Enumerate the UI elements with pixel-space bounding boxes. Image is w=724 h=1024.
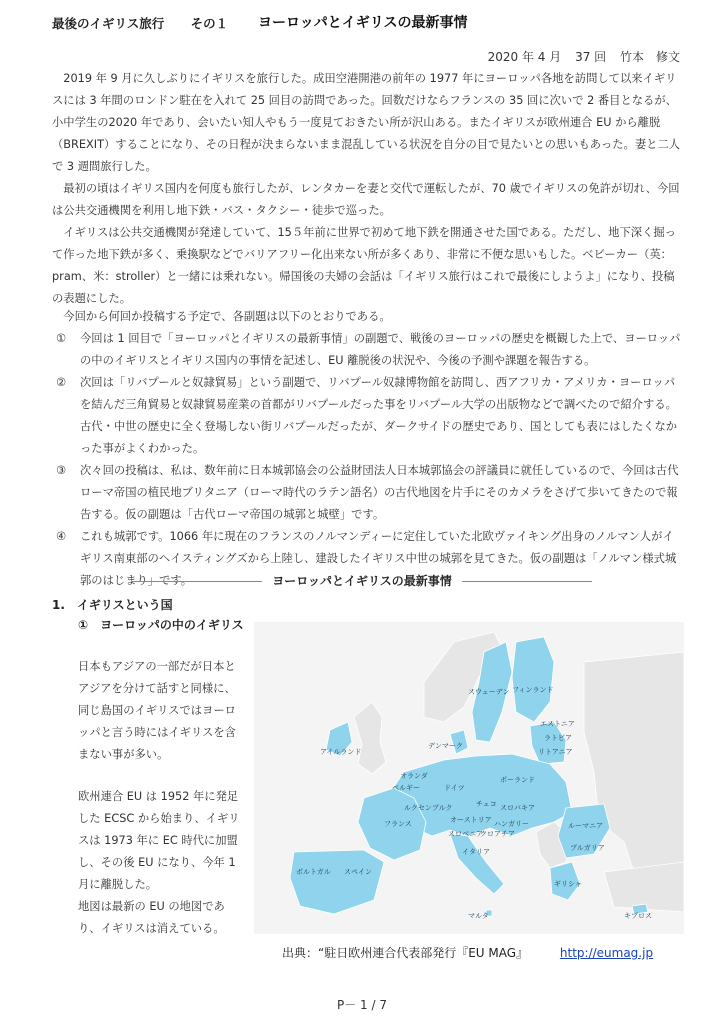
page-header-series: [52, 14, 250, 32]
label-latvia: ラトビア: [544, 734, 572, 742]
intro-lead: 今回から何回か投稿する予定で、各副題は以下のとおりである。: [63, 310, 391, 323]
list-item-number: ①: [56, 332, 67, 345]
label-bulgaria: ブルガリア: [570, 844, 605, 852]
map-source: [282, 944, 653, 961]
side-text: [78, 656, 246, 960]
page-number: P－ 1 / 7: [337, 998, 387, 1012]
eu-map-svg: [254, 622, 684, 934]
label-estonia: エストニア: [540, 720, 575, 728]
label-poland: ポーランド: [500, 776, 535, 784]
label-greece: ギリシャ: [554, 880, 582, 888]
label-austria: オーストリア: [450, 816, 492, 824]
list-item-number: ③: [56, 464, 67, 477]
label-sweden: スウェーデン: [468, 688, 510, 696]
side-paragraph: 日本もアジアの一部だが日本とアジアを分けて話すと同様に、同じ島国のイギリスではヨーロッパと言う時にはイギリスを含まない事が多い。: [78, 660, 236, 761]
series-title: 最後のイギリス旅行: [52, 16, 165, 31]
label-hungary: ハンガリー: [494, 820, 529, 828]
intro-paragraph: イギリスは公共交通機関が発達していて、15５年前に世界で初めて地下鉄を開通させた国である。ただし、地下深く掘って作った地下鉄が多く、乗換駅などでバリアフリー化出来ない所が多くあり、非常に不便な思いもした。ベビーカー（英：pram、米：stroller）と一緒には乗れない。帰国後の夫婦の会話は「イギリス旅行はこれで最後にしようよ」になり、投稿の表題にした。: [52, 226, 676, 305]
source-label: 出典：“駐日欧州連合代表部発行『EU MAG』: [282, 946, 529, 960]
label-belgium: ベルギー: [392, 784, 420, 792]
label-italy: イタリア: [462, 848, 490, 856]
label-germany: ドイツ: [444, 784, 465, 792]
series-part: その１: [190, 16, 229, 31]
list-item-text: これも城郭です。1066 年に現在のフランスのノルマンディーに定住していた北欧ヴァイキング出身のノルマン人がイギリス南東部のヘイスティングズから上陸し、建設したイギリス中世の城郭を見てきた。仮の副題は「ノルマン様式城郭のはじまり」です。: [80, 530, 677, 587]
list-item-text: 次々回の投稿は、私は、数年前に日本城郭協会の公益財団法人日本城郭協会の評議員に就任しているので、今回は古代ローマ帝国の植民地ブリタニア（ローマ時代のラテン語名）の古代地図を片手にそのカメラをさげて歩いてきたので報告する。仮の副題は「古代ローマ帝国の城郭と城壁」です。: [80, 464, 679, 521]
heading-level-2: ① ヨーロッパの中のイギリス: [78, 618, 244, 632]
document-title: ヨーロッパとイギリスの最新事情: [258, 15, 468, 31]
label-france: フランス: [384, 820, 412, 828]
list-item-number: ④: [56, 530, 67, 543]
list-item: [52, 328, 682, 372]
intro-body: [52, 68, 682, 310]
source-link[interactable]: http://eumag.jp: [559, 946, 654, 960]
label-cyprus: キプロス: [624, 912, 652, 920]
list-item-number: ②: [56, 376, 67, 389]
list-item-text: 今回は 1 回目で「ヨーロッパとイギリスの最新事情」の副題で、戦後のヨーロッパの歴史を概観した上で、ヨーロッパの中のイギリスとイギリス国内の事情を記述し、EU 離脱後の状況や、今後の予測や課題を報告する。: [80, 332, 681, 367]
section-title-text: ヨーロッパとイギリスの最新事情: [272, 574, 452, 588]
section-title: [0, 572, 724, 589]
label-portugal: ポルトガル: [296, 868, 331, 876]
label-slovenia: スロベニア: [448, 830, 483, 838]
eu-map: [254, 622, 684, 934]
label-netherlands: オランダ: [400, 772, 428, 780]
subtitle-list: [52, 306, 682, 592]
byline-issue: 37 回: [575, 50, 607, 64]
label-lithuania: リトアニア: [538, 748, 573, 756]
list-item: [52, 460, 682, 526]
label-finland: フィンランド: [512, 686, 554, 694]
label-croatia: クロアチア: [480, 830, 515, 838]
heading-level-1: 1. イギリスという国: [52, 598, 173, 612]
byline: [478, 48, 680, 65]
label-malta: マルタ: [468, 912, 489, 920]
label-luxembourg: ルクセンブルク: [404, 804, 453, 812]
list-item: [52, 372, 682, 460]
byline-date: 2020 年 4 月: [487, 50, 562, 64]
label-czech: チェコ: [476, 800, 497, 808]
label-slovakia: スロバキア: [500, 804, 535, 812]
label-romania: ルーマニア: [568, 822, 603, 830]
intro-paragraph: 最初の頃はイギリス国内を何度も旅行したが、レンタカーを妻と交代で運転したが、70 歳でイギリスの免許が切れ、今回は公共交通機関を利用し地下鉄・バス・タクシー・徒歩で巡った。: [52, 182, 680, 217]
list-item-text: 次回は「リバプールと奴隷貿易」という副題で、リバプール奴隷博物館を訪問し、西アフリカ・アメリカ・ヨーロッパを結んだ三角貿易と奴隷貿易産業の首都がリバプールだった事をリバプール大学の出版物などで調べたので紹介する。古代・中世の歴史に全く登場しない街リバプールだったが、ダークサイドの歴史であり、国としても表にはしたくなかった事がよくわかった。: [80, 376, 678, 455]
label-ireland: アイルランド: [320, 748, 362, 756]
label-denmark: デンマーク: [428, 742, 463, 750]
byline-author: 竹本 修文: [619, 50, 680, 64]
label-spain: スペイン: [344, 868, 372, 876]
intro-paragraph: 2019 年 9 月に久しぶりにイギリスを旅行した。成田空港開港の前年の 1977 年にヨーロッパ各地を訪問して以来イギリスには 3 年間のロンドン駐在を入れて 25 回目の訪問であった。回数だけならフランスの 35 回に次いで 2 番目となるが、小中学生の2020 年であり、会いたい知人やもう一度見ておきたい所が沢山ある。またイギリスが欧州連合 EU から離脱（BREXIT）することになり、その日程が決まらないまま混乱している状況を自分の目で見たいとの思いもあった。妻と二人で 3 週間旅行した。: [52, 72, 681, 173]
side-paragraph: 欧州連合 EU は 1952 年に発足した ECSC から始まり、イギリスは 1973 年に EC 時代に加盟し、その後 EU になり、今年 1 月に離脱した。 地図は最新の EU の地図であり、イギリスは消えている。: [78, 790, 240, 935]
